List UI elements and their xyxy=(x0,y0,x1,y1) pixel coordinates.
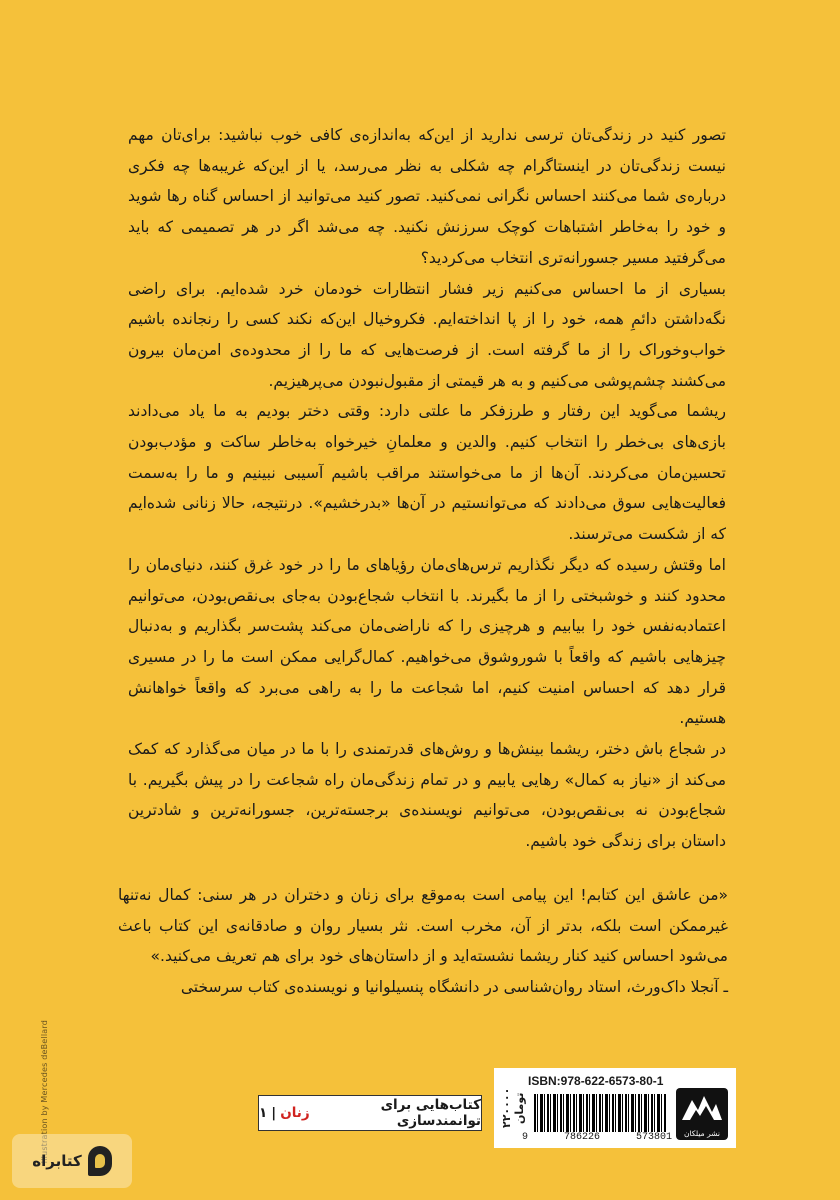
barcode-bars xyxy=(534,1094,666,1132)
paragraph-4: اما وقتش رسیده که دیگر نگذاریم ترس‌های‌مان رؤیاهای ما را در خود غرق کنند، دنیای‌مان را محدود کنند و خوشبختی را از ما بگیرند. با انتخاب شجاع‌بودن به‌جای بی‌نقص‌بودن، می‌توانیم اعتمادبه‌نفس خود را بیابیم و هرچیزی را که ناراضی‌مان می‌کند پشت‌سر بگذاریم و به‌دنبال چیزهایی باشیم که واقعاً با شوروشوق می‌خواهیم. کمال‌گرایی ممکن است ما را در مسیری قرار دهد که احساس امنیت کنیم، اما شجاعت ما را به راهی می‌برد که واقعاً خواهانش هستیم. xyxy=(128,555,726,728)
series-number: ۱ xyxy=(259,1105,268,1121)
publisher-logo xyxy=(676,1088,728,1140)
paragraph-2: بسیاری از ما احساس می‌کنیم زیر فشار انتظارات خودمان خرد شده‌ایم. برای راضی نگه‌داشتن دائمِ همه، خود را از پا انداخته‌ایم. فکروخیال این‌که نکند کسی را رنجانده باشیم خواب‌وخوراک را از ما گرفته است. از فرصت‌هایی که ما را از محدوده‌ی امن‌مان بیرون می‌کشند چشم‌پوشی می‌کنیم و به هر قیمتی از مقبول‌نبودن می‌پرهیزیم. xyxy=(128,279,726,390)
ketabrah-label: کتابراه xyxy=(32,1152,82,1170)
ketabrah-logo-icon xyxy=(88,1146,112,1176)
series-label-box xyxy=(258,1095,482,1131)
barcode-digit-group: 786226 xyxy=(563,1132,600,1143)
paragraph-5: در شجاع باش دختر، ریشما بینش‌ها و روش‌های قدرتمندی را با ما در میان می‌گذارد که کمک می‌کند از «نیاز به کمال» رهایی یابیم و در تمام زندگی‌مان راه شجاعت را در پیش بگیریم. با شجاع‌بودن نه بی‌نقص‌بودن، می‌توانیم نویسنده‌ی برجسته‌ترین، جسورانه‌ترین و شادترین داستان برای زندگی خود باشیم. xyxy=(128,740,726,851)
series-highlight: زنان xyxy=(280,1105,310,1121)
publisher-name: نشر میلکان xyxy=(684,1129,720,1138)
mountain-logo-icon xyxy=(680,1092,724,1122)
isbn-text: ISBN:978-622-6573-80-1 xyxy=(528,1074,664,1088)
series-prefix: کتاب‌هایی برای توانمندسازی xyxy=(380,1097,481,1129)
barcode-digit-group: 9 xyxy=(522,1132,529,1143)
quote-text: «من عاشق این کتابم! این پیامی است به‌موقع برای زنان و دختران در هر سنی: کمال نه‌تنها غیرممکن است بلکه، بدتر از آن، مخرب است. نثر بسیار روان و صادقانه‌ی این کتاب باعث می‌شود احساس کنید کنار ریشما نشسته‌اید و از داستان‌های خود برای هم تعریف می‌کنید.» xyxy=(118,886,728,965)
paragraph-1: تصور کنید در زندگی‌تان ترسی ندارید از این‌که به‌اندازه‌ی کافی خوب نباشید: برای‌تان مهم نیست زندگی‌تان در اینستاگرام چه شکلی به نظر می‌رسد، یا از این‌که غریبه‌ها چه فکری درباره‌ی شما می‌کنند احساس نگرانی نمی‌کنید. تصور کنید می‌توانید از احساس گناه رها شوید و خود را به‌خاطر اشتباهات کوچک سرزنش نکنید. چه می‌شد اگر در هر تصمیمی که باید می‌گرفتید مسیر جسورانه‌تری انتخاب می‌کردید؟ xyxy=(128,126,726,267)
barcode-digits xyxy=(522,1132,672,1143)
barcode-panel xyxy=(494,1068,736,1148)
series-divider: | xyxy=(271,1105,277,1121)
price-label: ۲۲۰۰۰۰ تومان xyxy=(500,1087,526,1129)
back-cover-blurb xyxy=(128,120,726,857)
barcode-digit-group: 573801 xyxy=(635,1132,672,1143)
quote-attribution: ـ آنجلا داک‌ورث، استاد روان‌شناسی در دانشگاه پنسیلوانیا و نویسنده‌ی کتاب سرسختی xyxy=(180,977,728,996)
ketabrah-watermark xyxy=(12,1134,132,1188)
illustration-credit: Illustration by Mercedes deBellard xyxy=(40,1020,49,1164)
paragraph-3: ریشما می‌گوید این رفتار و طرزفکر ما علتی دارد: وقتی دختر بودیم به ما یاد می‌دادند بازی‌های بی‌خطر را انتخاب کنیم. والدین و معلمانِ خیرخواه به‌خاطر ساکت و مؤدب‌بودن تحسین‌مان می‌کردند. آن‌ها از ما می‌خواستند مراقب باشیم آسیبی نبینیم و ما را به‌سمت فعالیت‌هایی سوق می‌دادند که می‌توانستیم در آن‌ها «بدرخشیم». درنتیجه، حالا زنانی شده‌ایم که از شکست می‌ترسند. xyxy=(128,402,726,544)
endorsement-quote xyxy=(118,880,728,1002)
